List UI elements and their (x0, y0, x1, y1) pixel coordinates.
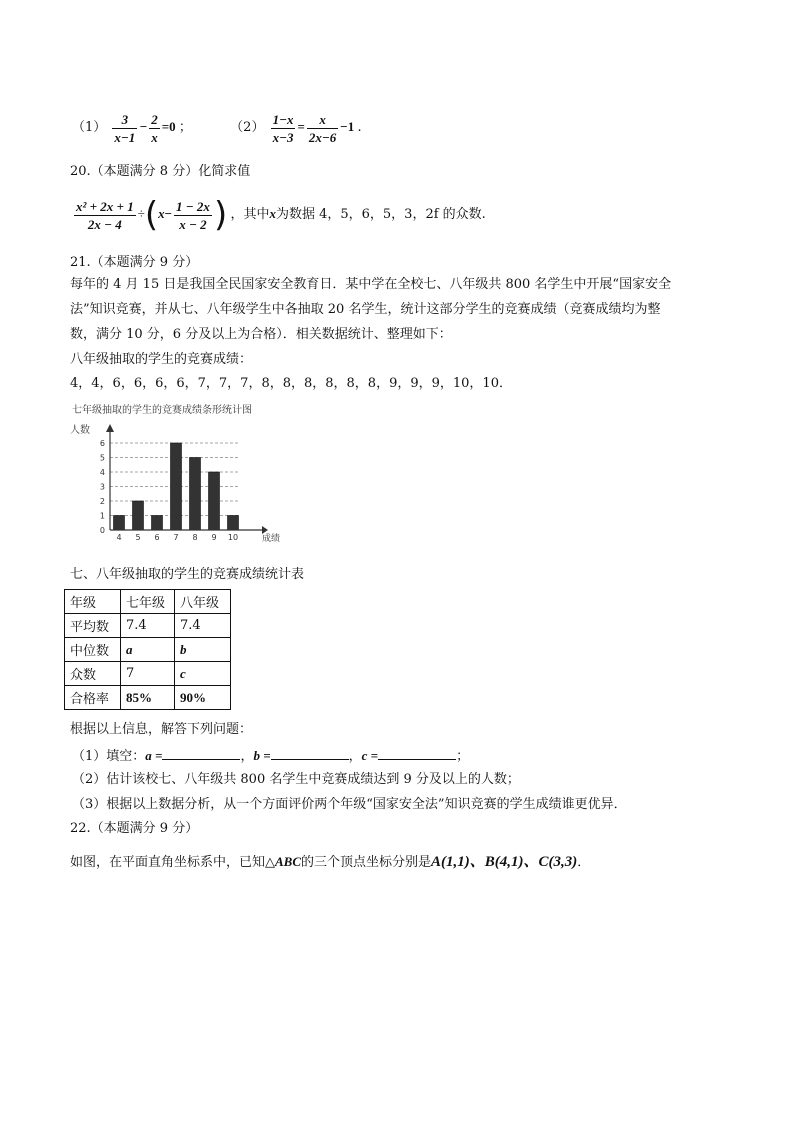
chart-bar-8 (190, 458, 201, 531)
q21-sub1-b-label: b = (253, 748, 271, 763)
q19-fraction-3 (271, 111, 296, 146)
chart-ytick-label: 4 (99, 468, 105, 477)
q19-part1-label: （1） (72, 120, 107, 135)
chart-bar-4 (114, 516, 125, 531)
q19-fraction-2-num: 2 (151, 111, 158, 127)
q19-fraction-3-den: x−3 (272, 129, 294, 145)
q21-table-title: 七、八年级抽取的学生的竞赛成绩统计表 (70, 567, 305, 582)
q21-paragraph-line-1: 每年的 4 月 15 日是我国全民国家安全教育日．某中学在全校七、八年级共 800 名学生中开展“国家安全 (70, 277, 672, 292)
chart-xtick-label: 7 (173, 533, 179, 542)
q22-text-b: 的三个顶点坐标分别是 (301, 855, 432, 870)
q19-equations (72, 110, 362, 146)
q21-sub1-end: ； (456, 749, 470, 764)
q22-triangle-abc: ABC (275, 854, 302, 869)
q19-equals: = (297, 119, 305, 134)
q19-minus-one: −1 (340, 119, 355, 134)
q19-fraction-4-num: x (307, 111, 338, 129)
chart-ytick-label: 5 (99, 453, 105, 463)
q21-sub1-a-label: a = (145, 748, 163, 763)
q21-header: 21.（本题满分 9 分） (70, 255, 199, 270)
q19-minus: − (139, 119, 148, 134)
q20-left-paren: ( (144, 195, 159, 236)
chart-title: 七年级抽取的学生的竞赛成绩条形统计图 (72, 405, 252, 416)
q19-separator: ； (178, 120, 192, 135)
q19-period: . (357, 120, 362, 135)
q20-tail-a: ，其中 (230, 207, 270, 222)
chart-xtick-label: 6 (154, 533, 160, 542)
q21-sub1-c-blank[interactable] (378, 747, 456, 760)
chart-bar-5 (133, 501, 144, 530)
q19-fraction-1-num: 3 (112, 111, 137, 129)
q20-inner-minus: − (164, 206, 173, 221)
q21-paragraph-line-2: 法”知识竞赛，并从七、八年级学生中各抽取 20 名学生，统计这部分学生的竞赛成绩（竞赛成绩均为整 (70, 302, 661, 317)
q21-paragraph-line-3: 数，满分 10 分，6 分及以上为合格）．相关数据统计、整理如下： (70, 327, 452, 342)
chart-bar-6 (152, 516, 163, 531)
chart-xlabel: 成绩 (262, 534, 281, 544)
table-cell: 平均数 (65, 614, 121, 638)
q20-fraction-2-den: x − 2 (179, 216, 207, 232)
q19-part2-label: （2） (230, 120, 265, 135)
table-cell: 合格率 (65, 686, 121, 710)
q22-coordinates: A(1,1)、B(4,1)、C(3,3) (431, 854, 578, 870)
table-cell: b (175, 638, 231, 662)
chart-ytick-label: 0 (99, 526, 105, 535)
table-row (65, 614, 231, 638)
q19-fraction-1-den: x−1 (114, 129, 136, 145)
q20-header: 20.（本题满分 8 分）化简求值 (70, 164, 251, 179)
q20-fraction-2 (174, 198, 212, 233)
chart-ytick-label: 1 (99, 511, 105, 521)
q21-instruction: 根据以上信息，解答下列问题： (70, 722, 253, 737)
q19-eq-zero: =0 (161, 119, 176, 134)
table-cell: a (121, 638, 175, 662)
stats-table (64, 589, 231, 710)
table-cell: c (175, 662, 231, 686)
table-cell: 85% (121, 686, 175, 710)
table-cell: 众数 (65, 662, 121, 686)
q21-grade8-label: 八年级抽取的学生的竞赛成绩： (70, 352, 253, 367)
q21-sub1-sep1: ， (240, 749, 254, 764)
q20-expression (72, 195, 486, 236)
q20-right-paren: ) (213, 195, 228, 236)
chart-ytick-label: 6 (99, 439, 105, 448)
table-header-cell: 年级 (65, 590, 121, 614)
q22-text-a: 如图，在平面直角坐标系中，已知△ (70, 855, 275, 870)
chart-bar-7 (171, 443, 182, 530)
table-header-row (65, 590, 231, 614)
q21-sub3: （3）根据以上数据分析，从一个方面评价两个年级“国家安全法”知识竞赛的学生成绩谁更优异． (72, 797, 627, 812)
chart-xtick-label: 10 (227, 533, 239, 542)
q20-fraction-1-num: x² + 2x + 1 (76, 198, 134, 214)
q20-divide: ÷ (137, 206, 145, 221)
q21-sub1-prefix: （1）填空： (72, 749, 146, 764)
q22-header: 22.（本题满分 9 分） (70, 821, 199, 836)
grade7-bar-chart (66, 400, 286, 550)
table-cell: 中位数 (65, 638, 121, 662)
chart-xtick-label: 5 (135, 533, 141, 542)
chart-ytick-label: 3 (99, 482, 105, 492)
q19-fraction-4 (307, 111, 338, 146)
chart-xtick-label: 9 (211, 533, 217, 542)
chart-y-arrow (106, 424, 114, 432)
q19-fraction-2 (149, 111, 160, 146)
chart-xtick-label: 8 (192, 533, 198, 542)
q19-fraction-1 (112, 111, 137, 146)
q21-sub1-a-blank[interactable] (162, 747, 240, 760)
table-cell: 90% (175, 686, 231, 710)
table-cell: 7 (121, 662, 175, 686)
chart-ylabel: 人数 (70, 425, 90, 436)
table-header-cell: 七年级 (121, 590, 175, 614)
table-row (65, 686, 231, 710)
chart-x-arrow (262, 526, 268, 534)
chart-bar-9 (209, 472, 220, 530)
q20-fraction-1 (74, 198, 136, 233)
q22-end: ． (577, 855, 591, 870)
table-row (65, 638, 231, 662)
q21-sub1-c-label: c = (361, 748, 379, 763)
table-row (65, 662, 231, 686)
q19-fraction-3-num: 1−x (272, 111, 294, 127)
q21-sub1-b-blank[interactable] (271, 747, 349, 760)
q19-fraction-4-den: 2x−6 (308, 129, 337, 145)
q20-fraction-2-num: 1 − 2x (176, 198, 210, 214)
q21-sub1-sep2: ， (348, 749, 362, 764)
q21-grade8-scores: 4，4，6，6，6，6，7，7，7，8，8，8，8，8，8，9，9，9，10，10． (70, 376, 512, 391)
table-cell: 7.4 (121, 614, 175, 638)
q19-fraction-2-den: x (151, 129, 158, 145)
q21-sub1 (72, 747, 469, 766)
q20-inner-x: x (158, 206, 165, 221)
table-cell: 7.4 (175, 614, 231, 638)
table-header-cell: 八年级 (175, 590, 231, 614)
q21-sub2: （2）估计该校七、八年级共 800 名学生中竞赛成绩达到 9 分及以上的人数； (72, 772, 520, 787)
q20-fraction-1-den: 2x − 4 (87, 216, 122, 232)
chart-ytick-label: 2 (99, 497, 105, 506)
chart-xtick-label: 4 (116, 533, 122, 542)
chart-bar-10 (228, 516, 239, 531)
q20-tail-b: 为数据 4，5，6，5，3，2f 的众数. (275, 207, 486, 222)
q20-var-x: x (269, 206, 276, 221)
q22-text (70, 853, 590, 872)
